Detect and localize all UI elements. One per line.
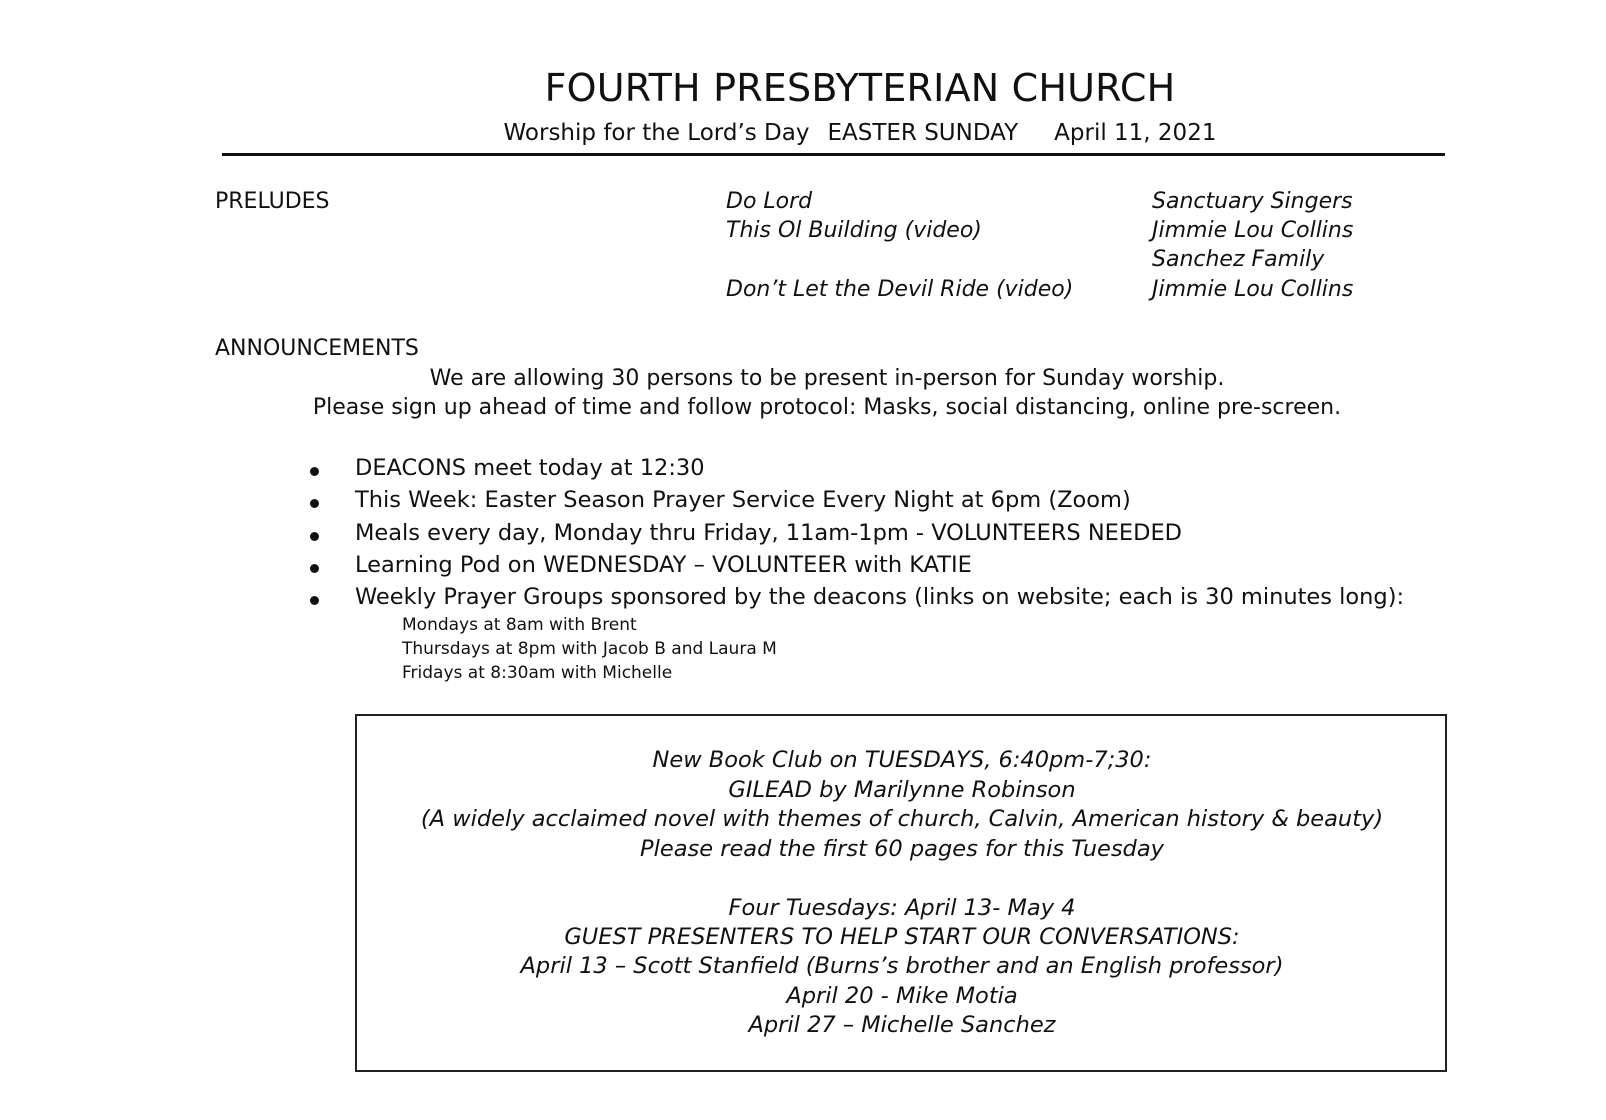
bullet-icon xyxy=(310,596,319,605)
service-date: April 11, 2021 xyxy=(1054,120,1217,146)
prelude-title: Do Lord xyxy=(726,189,813,214)
presenter-item: April 27 – Michelle Sanchez xyxy=(748,1012,1056,1038)
bullet-icon xyxy=(310,499,319,508)
bullet-text: Meals every day, Monday thru Friday, 11am-1pm - VOLUNTEERS NEEDED xyxy=(355,519,1182,546)
bullet-text: Weekly Prayer Groups sponsored by the deacons (links on website; each is 30 minutes long): xyxy=(355,584,1405,611)
prayer-group-list xyxy=(402,615,777,687)
service-subtitle xyxy=(0,120,1606,146)
bullet-icon xyxy=(310,532,319,541)
book-club-heading: New Book Club on TUESDAYS, 6:40pm-7;30: xyxy=(652,747,1152,773)
prayer-group-item: Thursdays at 8pm with Jacob B and Laura M xyxy=(402,639,777,659)
bullet-text: This Week: Easter Season Prayer Service Every Night at 6pm (Zoom) xyxy=(355,487,1131,514)
prelude-performer: Jimmie Lou Collins xyxy=(1152,218,1354,243)
prelude-performer: Jimmie Lou Collins xyxy=(1152,277,1354,302)
occasion-label: EASTER SUNDAY xyxy=(827,120,1019,146)
announcement-line: We are allowing 30 persons to be present in-person for Sunday worship. xyxy=(429,366,1225,391)
prelude-title: Don’t Let the Devil Ride (video) xyxy=(726,277,1074,302)
prelude-performer: Sanctuary Singers xyxy=(1152,189,1353,214)
book-title: GILEAD by Marilynne Robinson xyxy=(728,777,1076,803)
announcements-label: ANNOUNCEMENTS xyxy=(215,336,419,361)
club-schedule: Four Tuesdays: April 13- May 4 xyxy=(728,895,1076,921)
prayer-group-item: Fridays at 8:30am with Michelle xyxy=(402,663,673,683)
bullet-icon xyxy=(310,467,319,476)
prelude-title: This Ol Building (video) xyxy=(726,218,982,243)
book-club-box xyxy=(355,714,1447,1072)
bullet-text: DEACONS meet today at 12:30 xyxy=(355,455,705,481)
header-divider xyxy=(222,153,1445,156)
presenters-heading: GUEST PRESENTERS TO HELP START OUR CONVERSATIONS: xyxy=(564,924,1240,950)
announcement-line: Please sign up ahead of time and follow protocol: Masks, social distancing, online pre-screen. xyxy=(312,395,1342,420)
reading-assignment: Please read the first 60 pages for this Tuesday xyxy=(640,836,1164,862)
presenter-item: April 20 - Mike Motia xyxy=(786,983,1018,1009)
worship-label: Worship for the Lord’s Day xyxy=(503,120,810,146)
presenter-item: April 13 – Scott Stanfield (Burns’s brother and an English professor) xyxy=(520,953,1284,979)
preludes-label: PRELUDES xyxy=(215,189,330,214)
book-description: (A widely acclaimed novel with themes of church, Calvin, American history & beauty) xyxy=(420,806,1384,832)
church-title: FOURTH PRESBYTERIAN CHURCH xyxy=(544,66,1176,110)
bullet-text: Learning Pod on WEDNESDAY – VOLUNTEER with KATIE xyxy=(355,551,972,578)
prayer-group-item: Mondays at 8am with Brent xyxy=(402,615,637,635)
bullet-icon xyxy=(310,564,319,573)
prelude-performer: Sanchez Family xyxy=(1152,247,1325,272)
